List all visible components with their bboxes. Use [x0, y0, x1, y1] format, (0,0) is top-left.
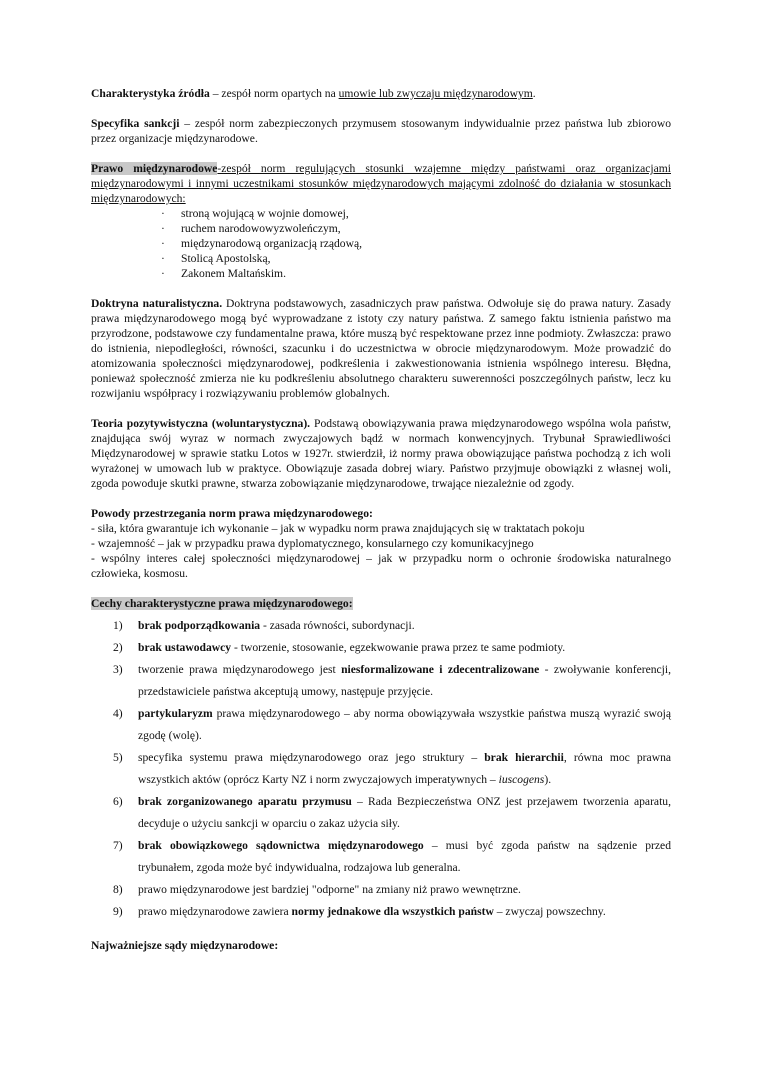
item-number: 5) — [113, 751, 123, 764]
text: - tworzenie, stosowanie, egzekwowanie prawa przez te same podmioty. — [231, 641, 566, 654]
text: – Rada Bezpieczeństwa ONZ jest przejawem tworzenia aparatu, decyduje o użyciu sankcji w oparciu o zakaz użycia siły. — [138, 795, 671, 830]
bullet: · — [161, 207, 165, 220]
list-item: - siła, która gwarantuje ich wykonanie – jak w wypadku norm prawa znajdujących się w traktatach pokoju — [91, 522, 585, 535]
item-text: ruchem narodowowyzwoleńczym, — [181, 222, 341, 235]
item-text: stroną wojującą w wojnie domowej, — [181, 207, 349, 220]
list-item — [91, 879, 671, 901]
italic-term: iuscogens — [498, 773, 545, 786]
features-list — [91, 615, 671, 923]
list-item: - wzajemność – jak w przypadku prawa dyplomatycznego, konsularnego czy komunikacyjnego — [91, 537, 534, 550]
subject-list — [91, 206, 671, 281]
list-item — [91, 659, 671, 703]
text: . — [532, 87, 536, 100]
item-number: 7) — [113, 839, 123, 852]
list-item — [161, 221, 671, 236]
bullet: · — [161, 237, 165, 250]
paragraph-prawo-miedzynarodowe — [91, 161, 671, 206]
bullet: · — [161, 222, 165, 235]
text: - zasada równości, subordynacji. — [260, 619, 415, 632]
text: - zwoływanie konferencji, przedstawiciele państwa akceptują umowy, następuje przyjęcie. — [138, 663, 672, 698]
text: – zespół norm opartych na — [209, 87, 339, 100]
text: ). — [544, 773, 552, 786]
list-item — [91, 747, 671, 791]
list-item — [91, 703, 671, 747]
list-item — [91, 901, 671, 923]
item-number: 6) — [113, 795, 123, 808]
term: Specyfika sankcji — [91, 117, 180, 130]
bold-phrase: brak ustawodawcy — [138, 641, 232, 654]
bold-phrase: brak podporządkowania — [138, 619, 261, 632]
paragraph-sankcji — [91, 116, 671, 146]
list-item: - wspólny interes całej społeczności międzynarodowej – jak w przypadku norm o ochronie środowiska naturalnego człowieka, kosmosu. — [91, 552, 671, 580]
bold-phrase: brak hierarchii — [484, 751, 564, 764]
list-item — [161, 206, 671, 221]
item-text: Stolicą Apostolską, — [181, 252, 271, 265]
paragraph-doktryna-naturalistyczna — [91, 296, 671, 401]
list-item — [161, 236, 671, 251]
heading-powody: Powody przestrzegania norm prawa międzynarodowego: — [91, 507, 373, 520]
reasons-list — [91, 521, 671, 581]
text: – musi być zgoda państw na sądzenie przed trybunałem, zgoda może być indywidualna, rodzajowa lub generalna. — [138, 839, 671, 874]
text: , równa moc prawna wszystkich aktów (oprócz Karty NZ i norm zwyczajowych imperatywnych – — [138, 751, 672, 786]
text: prawo międzynarodowe zawiera — [138, 905, 292, 918]
heading-cechy-wrap — [91, 596, 671, 611]
term: Charakterystyka źródła — [91, 87, 210, 100]
bold-phrase: partykularyzm — [138, 707, 213, 720]
highlighted-term: Prawo międzynarodowe — [91, 162, 218, 175]
text: – zwyczaj powszechny. — [493, 905, 606, 918]
item-text: Zakonem Maltańskim. — [181, 267, 286, 280]
bold-phrase: brak obowiązkowego sądownictwa międzynarodowego — [138, 839, 424, 852]
text: Podstawą obowiązywania prawa międzynarodowego wspólna wola państw, znajdująca swój wyraz w normach zwyczajowych bądź w normach konwencyjnych. Trybunał Sprawiedliwości Międzynarodowej w sprawie statku Lotos w 1927r. stwierdził, iż normy prawa obowiązujące państwa pochodzą z ich woli wyrażonej w umowach lub w praktyce. Obowiązuje zasada dobrej wiary. Państwo przyjmuje obowiązki z własnej woli, zgoda powoduje skutki prawne, stwarza zobowiązanie międzynarodowe, trwające niezależnie od zgody. — [91, 417, 671, 490]
paragraph-zrodla — [91, 86, 671, 101]
list-item — [91, 615, 671, 637]
text: Doktryna podstawowych, zasadniczych praw państwa. Odwołuje się do prawa natury. Zasady prawa międzynarodowego mogą być wyprowadzane z istoty czy natury państwa. Z samego faktu istnienia państwo ma przyrodzone, podstawowe czy fundamentalne prawa, które muszą być respektowane przez inne podmioty. Zwłaszcza: prawo do istnienia, niepodległości, równości, szacunku i do uczestnictwa w obrocie międzynarodowym. Może prowadzić do atomizowania społeczności międzynarodowej, podkreślenia i zakwestionowania istnienia wspólnego interesu. Błędna, ponieważ społeczność zmierza nie ku podkreśleniu absolutnego charakteru suwerenności poszczególnych państw, lecz ku rozwijaniu współpracy i rozwiązywaniu problemów globalnych. — [91, 297, 671, 400]
item-number: 2) — [113, 641, 123, 654]
bullet: · — [161, 252, 165, 265]
underlined-phrase: umowie lub zwyczaju międzynarodowym — [338, 87, 533, 100]
item-number: 1) — [113, 619, 123, 632]
list-item — [91, 791, 671, 835]
heading-cechy: Cechy charakterystyczne prawa międzynarodowego: — [91, 597, 353, 610]
item-number: 8) — [113, 883, 123, 896]
paragraph-teoria-pozytywistyczna — [91, 416, 671, 491]
item-text: międzynarodową organizacją rządową, — [181, 237, 363, 250]
item-number: 9) — [113, 905, 123, 918]
bold-phrase: brak zorganizowanego aparatu przymusu — [138, 795, 352, 808]
item-number: 3) — [113, 663, 123, 676]
item-number: 4) — [113, 707, 123, 720]
text: tworzenie prawa międzynarodowego jest — [138, 663, 342, 676]
text: specyfika systemu prawa międzynarodowego oraz jego struktury – — [138, 751, 485, 764]
list-item — [91, 835, 671, 879]
bold-phrase: normy jednakowe dla wszystkich państw — [291, 905, 494, 918]
term: Teoria pozytywistyczna (woluntarystyczna). — [91, 417, 311, 430]
bold-phrase: niesformalizowane i zdecentralizowane — [341, 663, 540, 676]
list-item — [161, 251, 671, 266]
document-page — [91, 86, 671, 953]
underlined-definition: -zespół norm regulujących stosunki wzajemne między państwami oraz organizacjami międzynarodowymi i innymi uczestnikami stosunków międzynarodowych mającymi zdolność do działania w stosunkach międzynarodowych: — [91, 162, 671, 205]
term: Doktryna naturalistyczna. — [91, 297, 223, 310]
list-item — [91, 637, 671, 659]
text: prawo międzynarodowe jest bardziej "odporne" na zmiany niż prawo wewnętrzne. — [138, 883, 521, 896]
text: prawa międzynarodowego – aby norma obowiązywała wszystkie państwa muszą wyrazić swoją zgodę (wolę). — [138, 707, 671, 742]
heading-sady: Najważniejsze sądy międzynarodowe: — [91, 939, 279, 952]
bullet: · — [161, 267, 165, 280]
list-item — [161, 266, 671, 281]
text: – zespół norm zabezpieczonych przymusem stosowanym indywidualnie przez państwa lub zbiorowo przez organizacje międzynarodowe. — [91, 117, 671, 145]
